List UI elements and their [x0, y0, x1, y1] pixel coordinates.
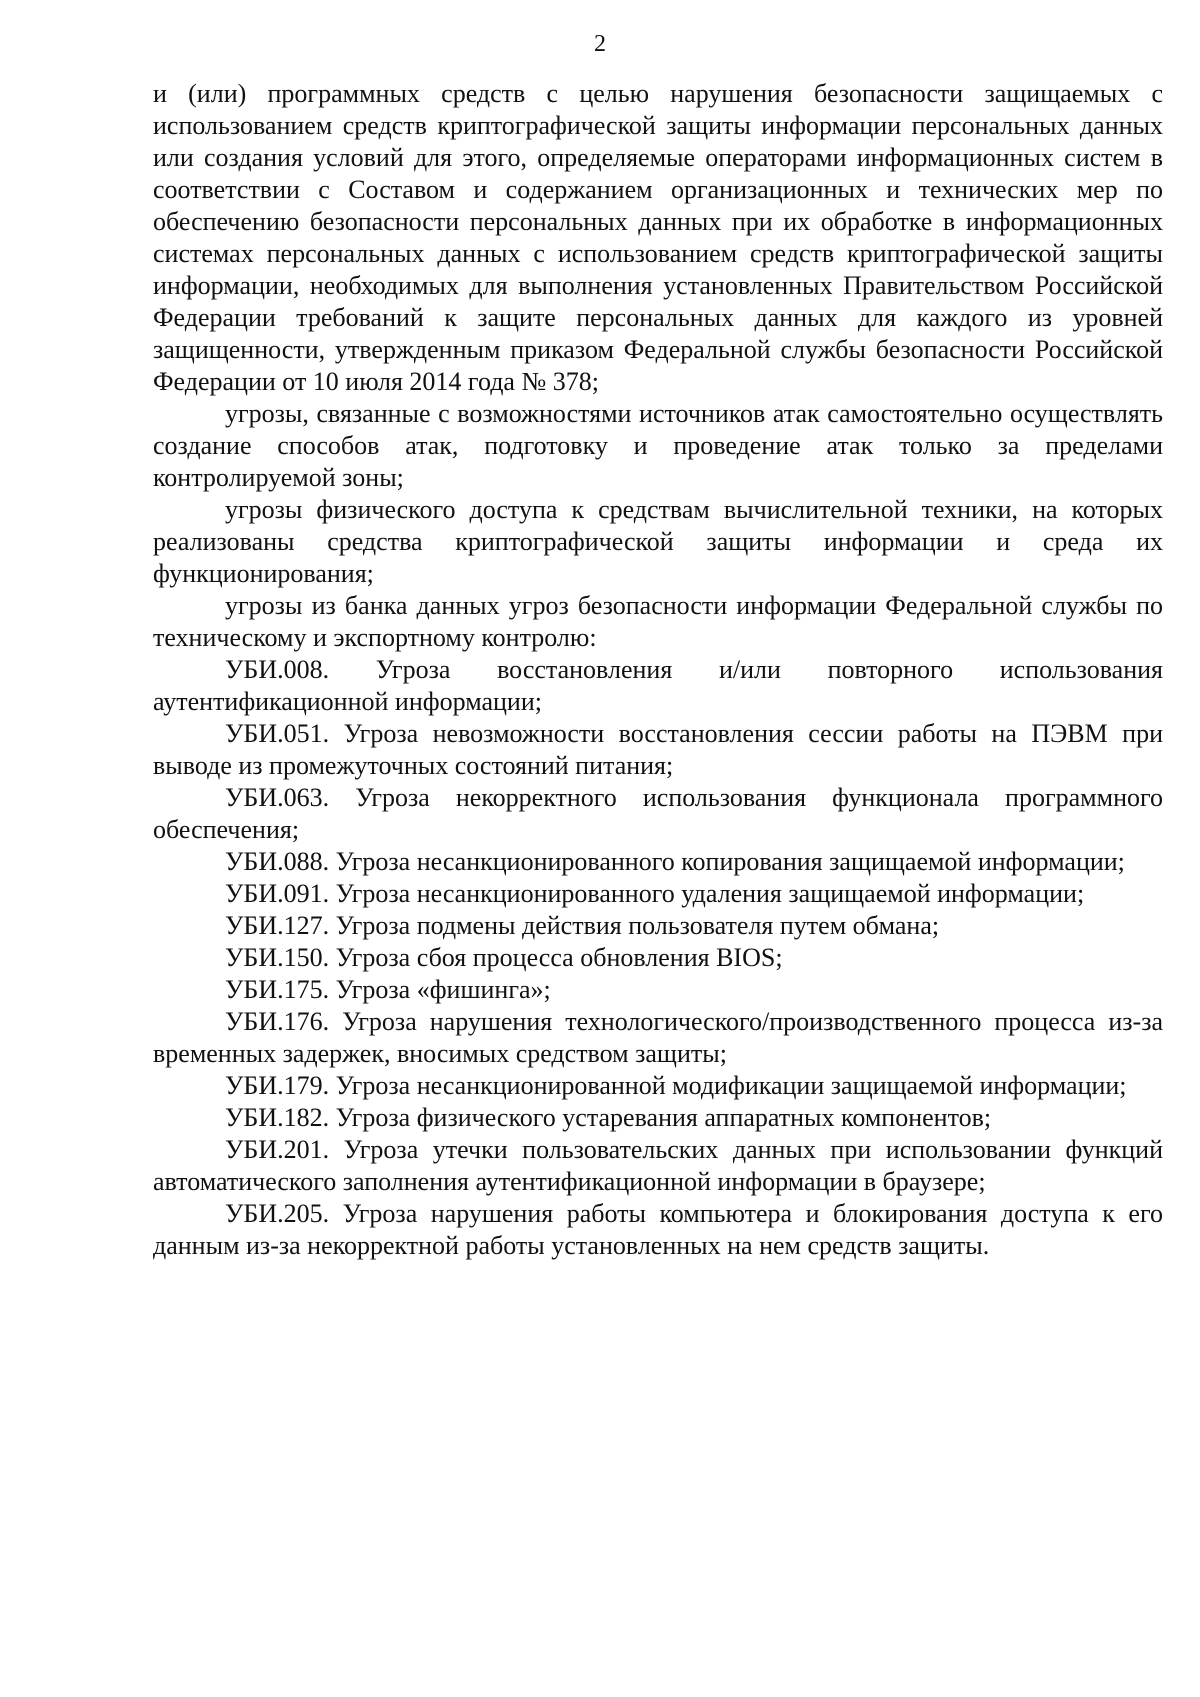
paragraph: угрозы физического доступа к средствам вычислительной техники, на которых реализованы средства криптографической защиты информации и среда их функционирования; — [153, 495, 1163, 588]
threat-item: УБИ.091. Угроза несанкционированного удаления защищаемой информации; — [225, 879, 1085, 908]
paragraph: и (или) программных средств с целью нарушения безопасности защищаемых с использованием средств криптографической защиты информации персональных данных или создания условий для этого, определяемые операторами информационных систем в соответствии с Составом и содержанием организационных и технических мер по обеспечению безопасности персональных данных при их обработке в информационных системах персональных данных с использованием средств криптографической защиты информации, необходимых для выполнения установленных Правительством Российской Федерации требований к защите персональных данных для каждого из уровней защищенности, утвержденным приказом Федеральной службы безопасности Российской Федерации от 10 июля 2014 года № 378; — [153, 79, 1163, 396]
threat-item: УБИ.008. Угроза восстановления и/или повторного использования аутентификационной информации; — [153, 655, 1163, 716]
body-text — [153, 78, 1163, 1262]
paragraph: угрозы из банка данных угроз безопасности информации Федеральной службы по техническому и экспортному контролю: — [153, 591, 1163, 652]
threat-item: УБИ.127. Угроза подмены действия пользователя путем обмана; — [225, 911, 940, 940]
paragraph: угрозы, связанные с возможностями источников атак самостоятельно осуществлять создание способов атак, подготовку и проведение атак только за пределами контролируемой зоны; — [153, 399, 1163, 492]
threat-item: УБИ.175. Угроза «фишинга»; — [225, 975, 551, 1004]
page-number: 2 — [594, 31, 606, 57]
threat-item: УБИ.150. Угроза сбоя процесса обновления BIOS; — [225, 943, 783, 972]
threat-item: УБИ.063. Угроза некорректного использования функционала программного обеспечения; — [153, 783, 1163, 844]
threat-item: УБИ.176. Угроза нарушения технологического/производственного процесса из-за временных задержек, вносимых средством защиты; — [153, 1007, 1163, 1068]
threat-item: УБИ.205. Угроза нарушения работы компьютера и блокирования доступа к его данным из-за некорректной работы установленных на нем средств защиты. — [153, 1199, 1163, 1260]
threat-item: УБИ.201. Угроза утечки пользовательских данных при использовании функций автоматического заполнения аутентификационной информации в браузере; — [153, 1135, 1163, 1196]
threat-item: УБИ.088. Угроза несанкционированного копирования защищаемой информации; — [225, 847, 1125, 876]
threat-item: УБИ.182. Угроза физического устаревания аппаратных компонентов; — [225, 1103, 992, 1132]
threat-item: УБИ.179. Угроза несанкционированной модификации защищаемой информации; — [225, 1071, 1127, 1100]
threat-item: УБИ.051. Угроза невозможности восстановления сессии работы на ПЭВМ при выводе из промежуточных состояний питания; — [153, 719, 1163, 780]
